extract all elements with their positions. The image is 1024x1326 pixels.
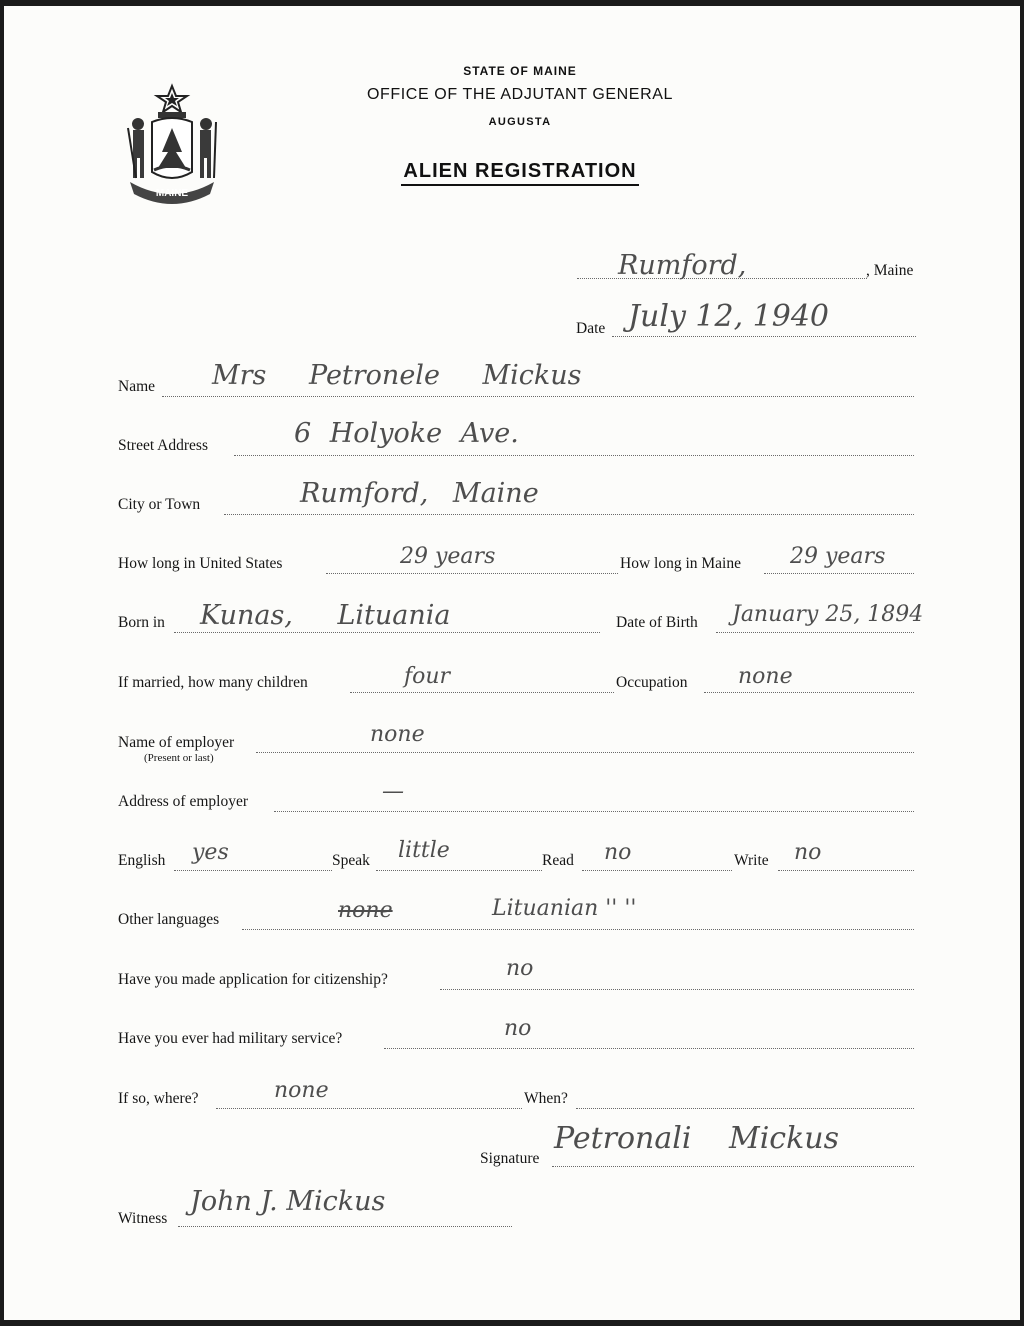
maine-state-seal-icon bbox=[122, 82, 222, 206]
maine-label: , Maine bbox=[866, 262, 914, 279]
other-languages-struck-value: none bbox=[338, 898, 393, 923]
other-languages-label: Other languages bbox=[118, 911, 220, 928]
street-label: Street Address bbox=[118, 437, 208, 454]
signature-line bbox=[552, 1166, 914, 1167]
how-long-us-value: 29 years bbox=[400, 544, 496, 569]
header-office: OFFICE OF THE ADJUTANT GENERAL bbox=[366, 86, 674, 103]
english-label: English bbox=[118, 852, 166, 869]
employer-name-label: Name of employer bbox=[118, 734, 235, 751]
date-label: Date bbox=[576, 320, 606, 337]
where-label: If so, where? bbox=[118, 1090, 199, 1107]
how-long-us-line bbox=[326, 573, 618, 574]
employer-address-value: — bbox=[382, 779, 404, 804]
svg-text:MAINE: MAINE bbox=[155, 188, 189, 199]
read-label: Read bbox=[542, 852, 574, 869]
city-label: City or Town bbox=[118, 496, 201, 513]
occupation-line bbox=[704, 692, 914, 693]
dob-label: Date of Birth bbox=[616, 614, 698, 631]
employer-address-label: Address of employer bbox=[118, 793, 248, 810]
write-value: no bbox=[794, 840, 822, 865]
when-line bbox=[576, 1108, 914, 1109]
signature-value: Petronali Mickus bbox=[554, 1121, 839, 1156]
street-value: 6 Holyoke Ave. bbox=[294, 418, 519, 449]
name-line bbox=[162, 396, 914, 397]
employer-note: (Present or last) bbox=[144, 752, 214, 764]
read-value: no bbox=[604, 840, 632, 865]
speak-line bbox=[376, 870, 542, 871]
citizenship-label: Have you made application for citizenship? bbox=[118, 971, 388, 988]
citizenship-value: no bbox=[506, 956, 534, 981]
dob-line bbox=[716, 632, 914, 633]
how-long-us-label: How long in United States bbox=[118, 555, 283, 572]
speak-value: little bbox=[398, 838, 450, 863]
where-value: none bbox=[274, 1078, 329, 1103]
read-line bbox=[582, 870, 732, 871]
employer-name-line bbox=[256, 752, 914, 753]
military-line bbox=[384, 1048, 914, 1049]
name-label: Name bbox=[118, 378, 156, 395]
english-line bbox=[174, 870, 332, 871]
citizenship-line bbox=[440, 989, 914, 990]
signature-label: Signature bbox=[480, 1150, 540, 1167]
how-long-maine-value: 29 years bbox=[790, 544, 886, 569]
english-value: yes bbox=[192, 840, 229, 865]
occupation-value: none bbox=[738, 664, 793, 689]
speak-label: Speak bbox=[332, 852, 370, 869]
witness-label: Witness bbox=[118, 1210, 168, 1227]
form-title: ALIEN REGISTRATION bbox=[334, 160, 706, 183]
city-line bbox=[224, 514, 914, 515]
how-long-maine-label: How long in Maine bbox=[620, 555, 741, 572]
street-line bbox=[234, 455, 914, 456]
header-state: STATE OF MAINE bbox=[463, 64, 577, 78]
occupation-label: Occupation bbox=[616, 674, 688, 691]
date-line bbox=[612, 336, 916, 337]
date-value: July 12, 1940 bbox=[628, 299, 830, 334]
header-city: AUGUSTA bbox=[488, 116, 552, 128]
dob-value: January 25, 1894 bbox=[732, 602, 924, 627]
other-languages-value: Lituanian '' '' bbox=[492, 896, 637, 921]
how-long-maine-line bbox=[764, 573, 914, 574]
children-line bbox=[350, 692, 614, 693]
military-label: Have you ever had military service? bbox=[118, 1030, 343, 1047]
write-line bbox=[778, 870, 914, 871]
born-in-label: Born in bbox=[118, 614, 165, 631]
write-label: Write bbox=[734, 852, 769, 869]
employer-name-value: none bbox=[370, 722, 425, 747]
town-value: Rumford, bbox=[618, 250, 747, 281]
witness-value: John J. Mickus bbox=[190, 1186, 386, 1217]
children-label: If married, how many children bbox=[118, 674, 308, 691]
other-languages-line bbox=[242, 929, 914, 930]
witness-line bbox=[178, 1226, 512, 1227]
born-in-value: Kunas, Lituania bbox=[200, 600, 451, 631]
children-value: four bbox=[404, 664, 451, 689]
born-in-line bbox=[174, 632, 600, 633]
employer-address-line bbox=[274, 811, 914, 812]
military-value: no bbox=[504, 1016, 532, 1041]
city-value: Rumford, Maine bbox=[300, 478, 539, 509]
where-line bbox=[216, 1108, 522, 1109]
name-value: Mrs Petronele Mickus bbox=[212, 360, 582, 391]
registration-form bbox=[4, 6, 1020, 1320]
when-label: When? bbox=[524, 1090, 568, 1107]
